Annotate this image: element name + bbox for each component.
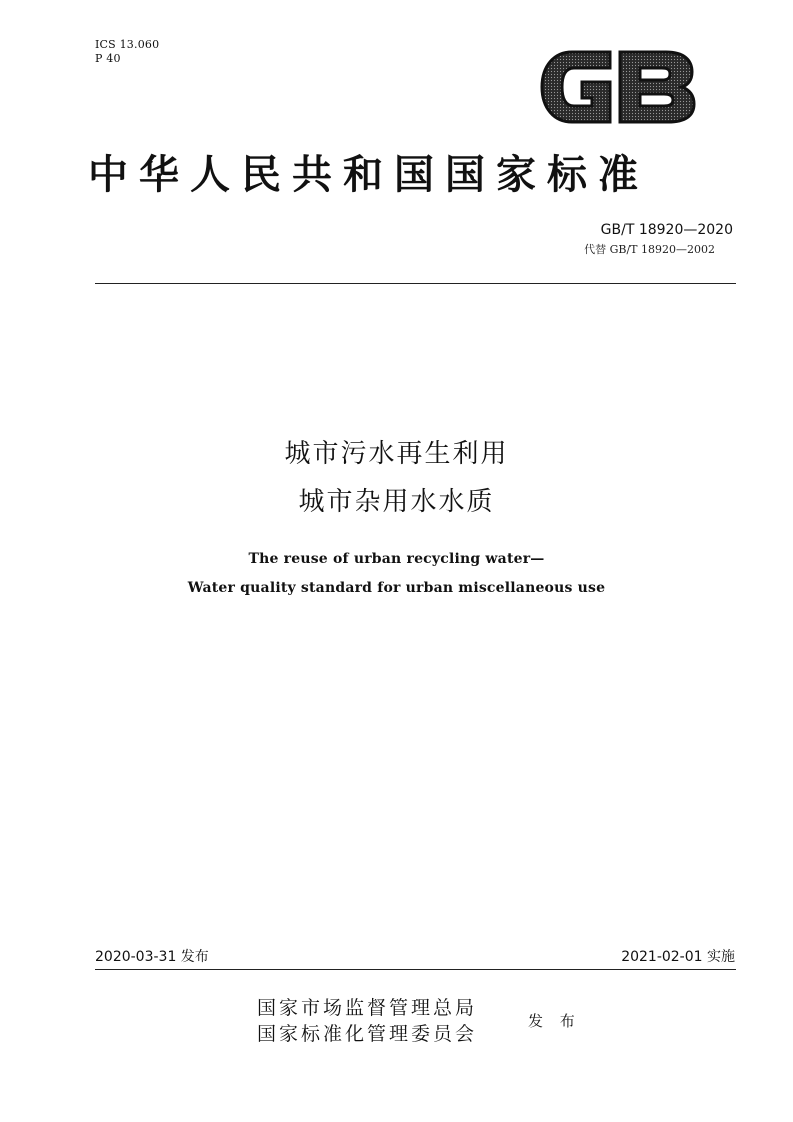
publish-label: 发 布	[528, 1012, 581, 1030]
title-en-line1: The reuse of urban recycling water—	[248, 551, 545, 567]
effective-date: 2021-02-01 实施	[621, 949, 735, 965]
top-divider	[95, 283, 736, 284]
ics-code: ICS 13.060	[95, 38, 160, 51]
replaces-standard: 代替 GB/T 18920—2002	[584, 243, 715, 256]
issuer-samr: 国家市场监督管理总局	[257, 997, 478, 1019]
issue-date: 2020-03-31 发布	[95, 949, 209, 965]
title-cn-line1: 城市污水再生利用	[284, 439, 509, 469]
standard-number: GB/T 18920—2020	[600, 222, 733, 238]
gb-logo	[538, 46, 698, 128]
bottom-divider	[95, 969, 736, 970]
national-standard-heading: 中华人民共和国国家标准	[88, 151, 649, 198]
issuing-authorities	[257, 995, 477, 1047]
issuer-sac: 国家标准化管理委员会	[257, 1023, 478, 1045]
title-en-line2: Water quality standard for urban miscellaneous use	[187, 580, 606, 596]
title-cn-line2: 城市杂用水水质	[298, 487, 495, 517]
classification-codes	[95, 38, 159, 66]
ccs-code: P 40	[95, 52, 121, 65]
